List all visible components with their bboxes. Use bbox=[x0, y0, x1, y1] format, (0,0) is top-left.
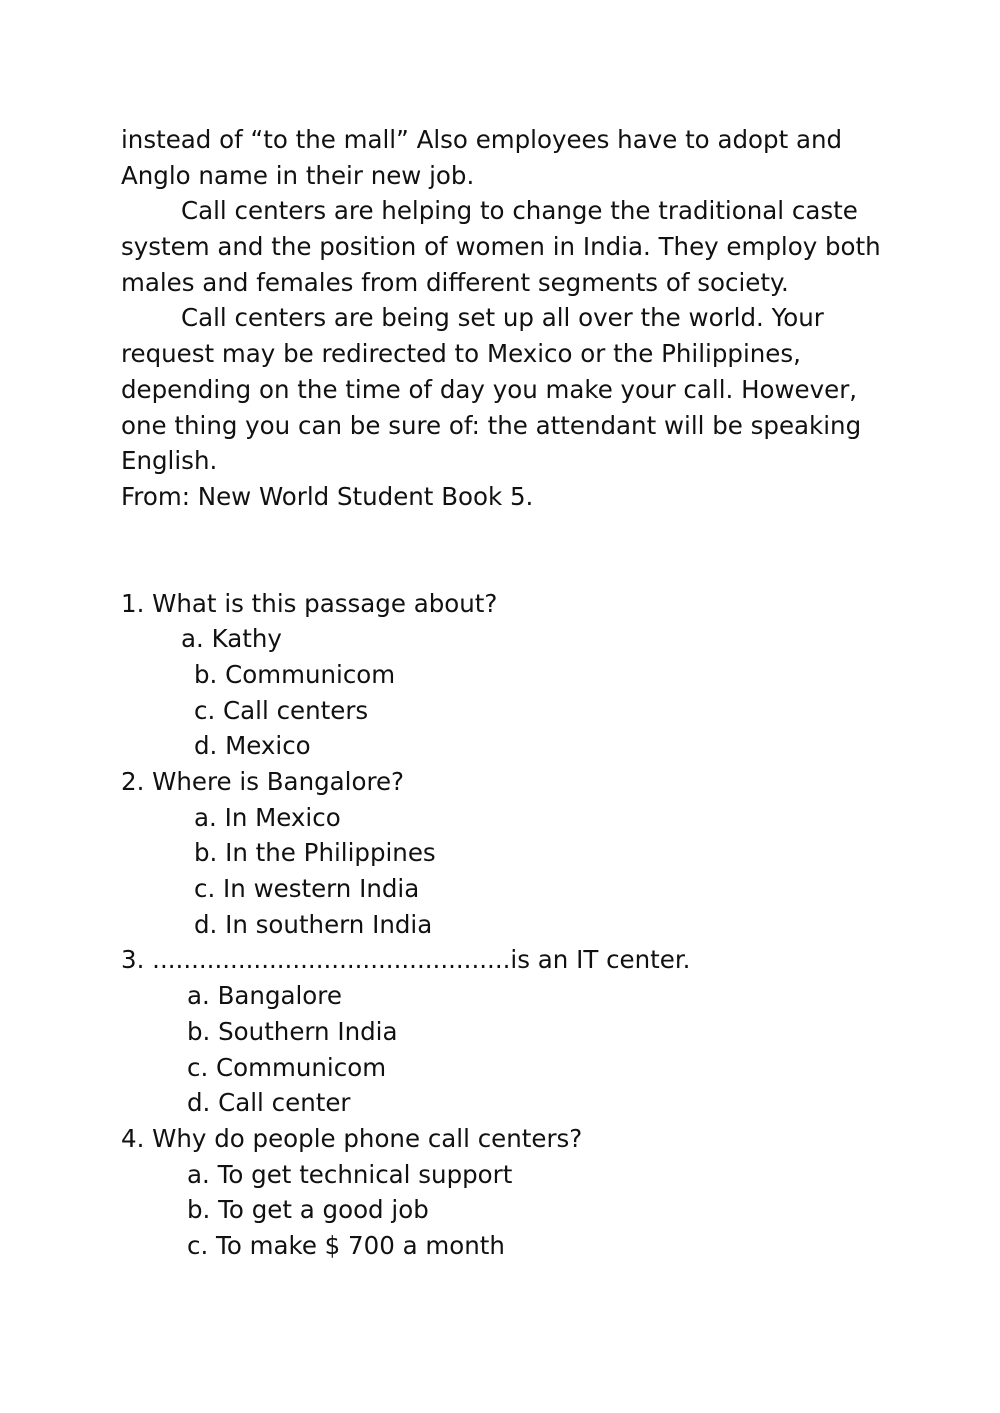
passage-line: Call centers are being set up all over the world. Your bbox=[181, 303, 824, 333]
answer-option[interactable]: b. To get a good job bbox=[187, 1195, 429, 1225]
question-text: 3. ..............................................is an IT center. bbox=[121, 945, 691, 975]
question-text: 1. What is this passage about? bbox=[121, 588, 498, 618]
passage-source: From: New World Student Book 5. bbox=[121, 481, 534, 511]
question-3 bbox=[121, 942, 881, 1120]
answer-option[interactable]: c. Call centers bbox=[194, 695, 369, 725]
question-text: 4. Why do people phone call centers? bbox=[121, 1123, 583, 1153]
answer-option[interactable]: c. Communicom bbox=[187, 1052, 387, 1082]
question-4 bbox=[121, 1121, 881, 1264]
answer-option[interactable]: c. In western India bbox=[194, 874, 420, 904]
reading-passage bbox=[121, 122, 881, 515]
question-1 bbox=[121, 586, 881, 764]
section-gap bbox=[121, 515, 881, 586]
answer-option[interactable]: a. Bangalore bbox=[187, 981, 342, 1011]
passage-line: depending on the time of day you make your call. However, bbox=[121, 374, 858, 404]
passage-line: English. bbox=[121, 446, 218, 476]
answer-option[interactable]: a. In Mexico bbox=[194, 802, 341, 832]
answer-option[interactable]: a. To get technical support bbox=[187, 1159, 513, 1189]
answer-option[interactable]: d. Mexico bbox=[194, 731, 311, 761]
answer-option[interactable]: d. In southern India bbox=[194, 909, 433, 939]
answer-option[interactable]: b. In the Philippines bbox=[194, 838, 436, 868]
passage-line: instead of “to the mall” Also employees have to adopt and bbox=[121, 125, 843, 154]
question-text: 2. Where is Bangalore? bbox=[121, 767, 405, 796]
answer-option[interactable]: d. Call center bbox=[187, 1088, 351, 1118]
passage-line: Anglo name in their new job. bbox=[121, 160, 475, 190]
passage-line: males and females from different segments of society. bbox=[121, 267, 789, 297]
answer-option[interactable]: b. Communicom bbox=[194, 659, 396, 689]
passage-line: system and the position of women in India. They employ both bbox=[121, 232, 881, 262]
answer-option[interactable]: b. Southern India bbox=[187, 1016, 398, 1046]
question-list bbox=[121, 586, 881, 1264]
passage-line: one thing you can be sure of: the attendant will be speaking bbox=[121, 410, 862, 440]
passage-line: request may be redirected to Mexico or the Philippines, bbox=[121, 339, 801, 369]
passage-line: Call centers are helping to change the traditional caste bbox=[181, 196, 858, 226]
answer-option[interactable]: a. Kathy bbox=[181, 624, 282, 654]
question-2 bbox=[121, 764, 881, 942]
worksheet-page bbox=[121, 122, 881, 1264]
answer-option[interactable]: c. To make $ 700 a month bbox=[187, 1230, 505, 1260]
